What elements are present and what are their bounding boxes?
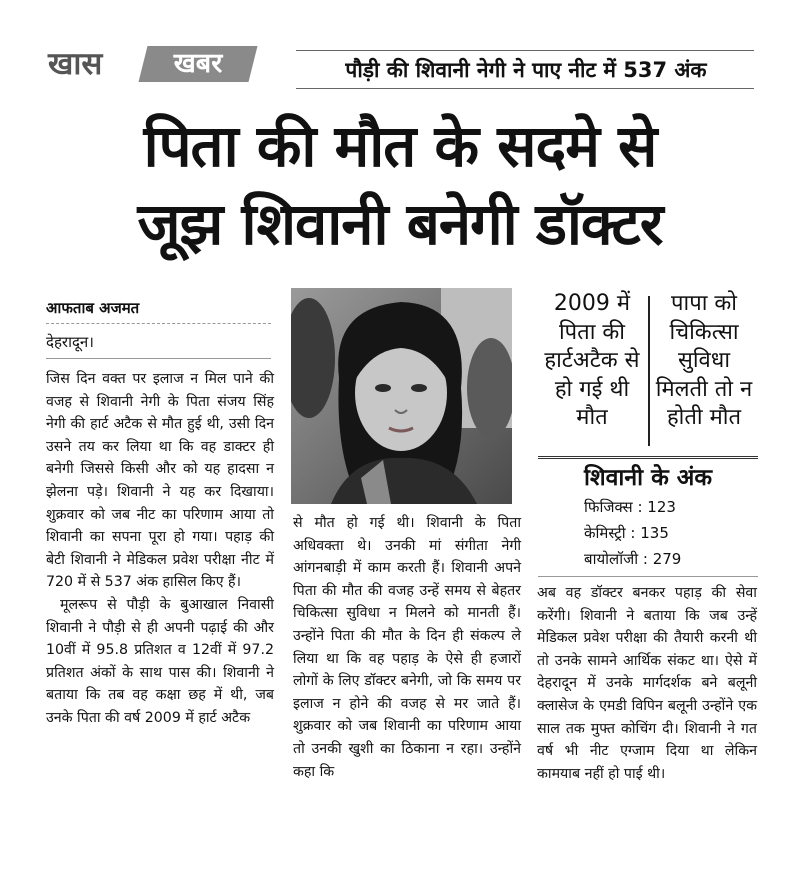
pull-quote-right: पापा को चिकित्सा सुविधा मिलती तो न होती मौत bbox=[655, 291, 753, 430]
marks-row-chemistry: केमिस्ट्री : 135 bbox=[584, 524, 669, 542]
pull-quote-rule bbox=[538, 456, 758, 459]
section-logo-khas: खास bbox=[48, 46, 103, 82]
kicker-rule-bottom bbox=[296, 88, 754, 89]
dateline: देहरादून। bbox=[46, 333, 94, 351]
section-logo-khabar-text: खबर bbox=[173, 48, 223, 79]
article-paragraph: से मौत हो गई थी। शिवानी के पिता अधिवक्ता थे। उनकी मां संगीता नेगी आंगनबाड़ी में काम करती हैं। शिवानी अपने पिता की मौत की वजह उन्हें समय से बेहतर चिकित्सा सुविधा न मिलने को मानती हैं। उन्होंने पिता की मौत के दिन ही संकल्प ले लिया था कि वह पहाड़ के ऐसे ही हजारों लोगों के लिए डॉक्टर बनेगी, जो कि समय पर इलाज न होने की वजह से मर जाते हैं। शुक्रवार को जब शिवानी का परिणाम आया तो उनकी खुशी का ठिकाना न रहा। उन्होंने कहा कि bbox=[293, 515, 521, 780]
marks-row-physics: फिजिक्स : 123 bbox=[584, 498, 676, 516]
article-column-1 bbox=[46, 368, 274, 730]
byline: आफताब अजमत bbox=[46, 299, 140, 317]
portrait-image bbox=[291, 288, 512, 504]
marks-title: शिवानी के अंक bbox=[584, 465, 712, 491]
article-paragraph: अब वह डॉक्टर बनकर पहाड़ की सेवा करेंगी। शिवानी ने बताया कि जब उन्हें मेडिकल प्रवेश परीक्षा की तैयारी करनी थी तो उनके सामने आर्थिक संकट था। ऐसे में देहरादून में उनके मार्गदर्शक बने बलूनी क्लासेज के एमडी विपिन बलूनी उन्होंने एक साल तक मुफ्त कोचिंग दी। शिवानी ने गत वर्ष भी नीट एग्जाम दिया था लेकिन कामयाब नहीं हो पाई थी। bbox=[537, 585, 757, 782]
article-paragraph: मूलरूप से पौड़ी के बुआखाल निवासी शिवानी ने पौड़ी से ही अपनी पढ़ाई की और 10वीं में 95.8 प्रतिशत व 12वीं में 97.2 प्रतिशत अंकों के साथ पास की। शिवानी ने बताया कि तब वह कक्षा छह में थी, जब उनके पिता की वर्ष 2009 में हार्ट अटैक bbox=[46, 596, 274, 726]
article-paragraph: जिस दिन वक्त पर इलाज न मिल पाने की वजह से शिवानी नेगी के पिता संजय सिंह नेगी की हार्ट अटैक से मौत हुई थी, उसी दिन उसने तय कर लिया था कि वह डाक्टर ही बनेगी जिससे किसी और को यह हादसा न झेलना पड़े। शिवानी ने यह कर दिखाया। शुक्रवार को जब नीट का परिणाम आया तो शिवानी का सपना पूरा हो गया। पहाड़ की बेटी शिवानी ने मेडिकल प्रवेश परीक्षा नीट में 720 में से 537 अंक हासिल किए हैं। bbox=[46, 371, 274, 591]
kicker-rule-top bbox=[296, 50, 754, 51]
article-column-2 bbox=[293, 512, 521, 783]
portrait-photo bbox=[291, 288, 512, 504]
headline-line-2: जूझ शिवानी बनेगी डॉक्टर bbox=[137, 190, 663, 258]
dateline-divider bbox=[46, 358, 271, 359]
byline-divider bbox=[46, 323, 271, 324]
kicker-line: पौड़ी की शिवानी नेगी ने पाए नीट में 537 अंक bbox=[345, 58, 707, 82]
section-logo-khabar bbox=[139, 46, 258, 82]
marks-row-biology: बायोलॉजी : 279 bbox=[584, 550, 682, 568]
marks-rule bbox=[538, 576, 758, 577]
article-column-3 bbox=[537, 582, 757, 785]
headline-line-1: पिता की मौत के सदमे से bbox=[143, 112, 657, 180]
pull-quote-left: 2009 में पिता की हार्टअटैक से हो गई थी मौत bbox=[544, 291, 640, 430]
